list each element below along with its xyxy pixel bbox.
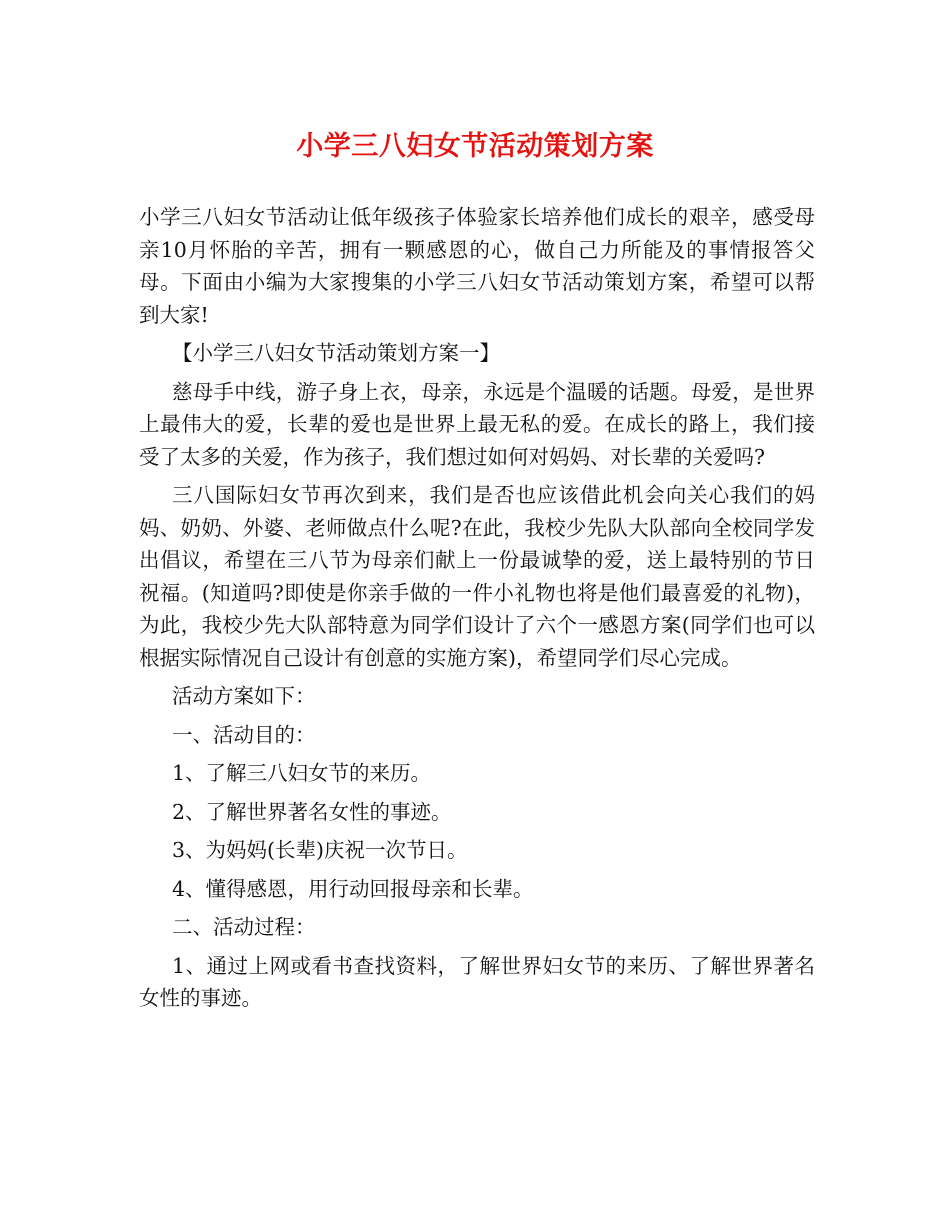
section-heading-plan-one: 【小学三八妇女节活动策划方案一】 <box>172 341 500 365</box>
list-item: 3、为妈妈(长辈)庆祝一次节日。 <box>172 838 468 862</box>
list-heading: 一、活动目的： <box>172 722 316 747</box>
list-item: 2、了解世界著名女性的事迹。 <box>172 799 452 824</box>
list-item: 1、了解三八妇女节的来历。 <box>172 761 432 785</box>
body-paragraph: 慈母手中线，游子身上衣，母亲，永远是个温暖的话题。母爱，是世界上最伟大的爱，长辈的爱也是世界上最无私的爱。在成长的路上，我们接受了太多的关爱，作为孩子，我们想过如何对妈妈、对长辈的关爱吗? <box>139 379 815 469</box>
list-item: 1、通过上网或看书查找资料，了解世界妇女节的来历、了解世界著名女性的事迹。 <box>139 953 815 1010</box>
list-item: 4、懂得感恩，用行动回报母亲和长辈。 <box>172 876 534 901</box>
list-heading: 活动方案如下： <box>172 684 316 708</box>
intro-paragraph: 小学三八妇女节活动让低年级孩子体验家长培养他们成长的艰辛，感受母亲10月怀胎的辛苦，拥有一颗感恩的心，做自己力所能及的事情报答父母。下面由小编为大家搜集的小学三八妇女节活动策划方案，希望可以帮到大家! <box>139 205 815 327</box>
body-paragraph: 三八国际妇女节再次到来，我们是否也应该借此机会向关心我们的妈妈、奶奶、外婆、老师做点什么呢?在此，我校少先队大队部向全校同学发出倡议，希望在三八节为母亲们献上一份最诚挚的爱，送上最特别的节日祝福。(知道吗?即使是你亲手做的一件小礼物也将是他们最喜爱的礼物)，为此，我校少先大队部特意为同学们设计了六个一感恩方案(同学们也可以根据实际情况自己设计有创意的实施方案)，希望同学们尽心完成。 <box>139 483 815 670</box>
list-heading: 二、活动过程： <box>172 915 316 939</box>
document-title: 小学三八妇女节活动策划方案 <box>296 131 654 162</box>
document-body <box>139 201 815 1015</box>
